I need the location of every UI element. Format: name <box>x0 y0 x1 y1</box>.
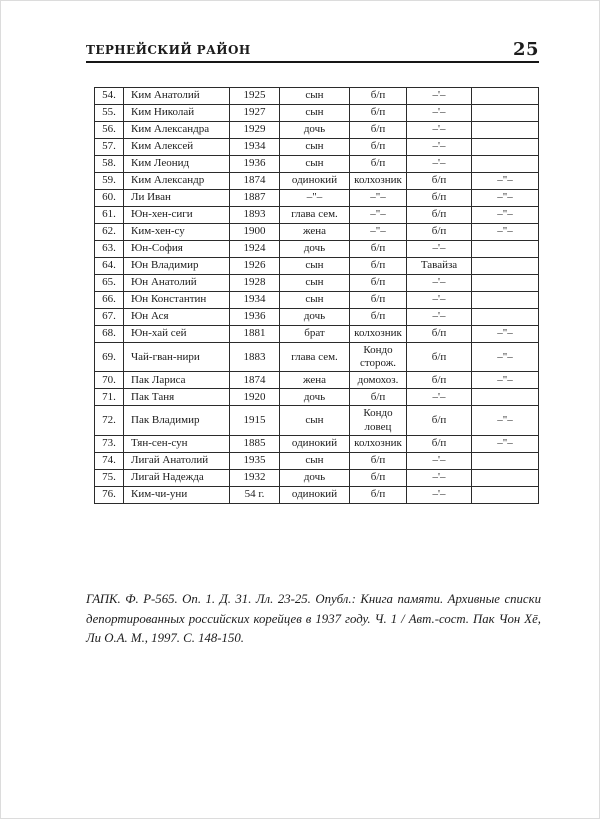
cell-year: 1932 <box>230 469 280 486</box>
cell-occupation: б/п <box>350 122 407 139</box>
cell-note <box>472 389 539 406</box>
table-row <box>95 139 539 156</box>
source-citation: ГАПК. Ф. Р-565. Оп. 1. Д. 31. Лл. 23-25. Опубл.: Книга памяти. Архивные списки депортированных российских корейцев в 1937 году. Ч. 1 / Авт.-сост. Пак Чон Хē, Ли О.А. М., 1997. С. 148-150. <box>86 591 541 646</box>
cell-occupation: колхозник <box>350 435 407 452</box>
cell-year: 1935 <box>230 452 280 469</box>
cell-party: б/п <box>407 207 472 224</box>
table-row <box>95 309 539 326</box>
cell-name: Юн Владимир <box>124 258 230 275</box>
table-row <box>95 156 539 173</box>
cell-name: Пак Лариса <box>124 372 230 389</box>
cell-occupation: б/п <box>350 105 407 122</box>
table-row <box>95 326 539 343</box>
cell-party: –'– <box>407 275 472 292</box>
cell-party: –'– <box>407 105 472 122</box>
table-row <box>95 343 539 372</box>
table-row <box>95 258 539 275</box>
cell-party: б/п <box>407 372 472 389</box>
cell-year: 1926 <box>230 258 280 275</box>
cell-year: 1874 <box>230 372 280 389</box>
cell-year: 1928 <box>230 275 280 292</box>
table-row <box>95 241 539 258</box>
cell-party: –'– <box>407 486 472 503</box>
cell-party: –'– <box>407 452 472 469</box>
cell-family: одинокий <box>280 435 350 452</box>
cell-note: –"– <box>472 343 539 372</box>
deportees-table-container <box>94 87 538 504</box>
cell-party: –'– <box>407 139 472 156</box>
cell-year: 1874 <box>230 173 280 190</box>
cell-occupation: б/п <box>350 88 407 105</box>
cell-party: –'– <box>407 292 472 309</box>
table-row <box>95 406 539 435</box>
cell-note <box>472 241 539 258</box>
cell-num: 55. <box>95 105 124 122</box>
table-row <box>95 275 539 292</box>
cell-note: –"– <box>472 190 539 207</box>
cell-family: глава сем. <box>280 343 350 372</box>
cell-num: 74. <box>95 452 124 469</box>
cell-family: сын <box>280 406 350 435</box>
cell-note: –"– <box>472 207 539 224</box>
cell-name: Юн-хен-сиги <box>124 207 230 224</box>
cell-num: 70. <box>95 372 124 389</box>
cell-num: 58. <box>95 156 124 173</box>
cell-num: 71. <box>95 389 124 406</box>
cell-note: –"– <box>472 173 539 190</box>
cell-note: –"– <box>472 372 539 389</box>
cell-num: 59. <box>95 173 124 190</box>
cell-occupation: б/п <box>350 309 407 326</box>
cell-year: 1893 <box>230 207 280 224</box>
cell-party: –'– <box>407 309 472 326</box>
cell-party: –'– <box>407 122 472 139</box>
cell-num: 73. <box>95 435 124 452</box>
cell-num: 62. <box>95 224 124 241</box>
cell-num: 61. <box>95 207 124 224</box>
cell-family: одинокий <box>280 486 350 503</box>
cell-party: –'– <box>407 88 472 105</box>
table-row <box>95 122 539 139</box>
cell-name: Ли Иван <box>124 190 230 207</box>
cell-party: б/п <box>407 190 472 207</box>
cell-party: б/п <box>407 343 472 372</box>
cell-occupation: –"– <box>350 207 407 224</box>
table-row <box>95 372 539 389</box>
cell-occupation: б/п <box>350 452 407 469</box>
cell-year: 1936 <box>230 156 280 173</box>
cell-name: Ким Алексей <box>124 139 230 156</box>
cell-name: Ким-хен-су <box>124 224 230 241</box>
table-row <box>95 207 539 224</box>
cell-occupation: колхозник <box>350 326 407 343</box>
page-header <box>86 1 539 63</box>
table-row <box>95 224 539 241</box>
cell-occupation: б/п <box>350 389 407 406</box>
cell-num: 64. <box>95 258 124 275</box>
cell-note <box>472 452 539 469</box>
cell-note: –"– <box>472 326 539 343</box>
cell-num: 63. <box>95 241 124 258</box>
cell-num: 76. <box>95 486 124 503</box>
cell-num: 60. <box>95 190 124 207</box>
cell-family: сын <box>280 88 350 105</box>
cell-family: брат <box>280 326 350 343</box>
cell-family: сын <box>280 139 350 156</box>
cell-year: 1885 <box>230 435 280 452</box>
cell-year: 1929 <box>230 122 280 139</box>
cell-year: 1883 <box>230 343 280 372</box>
cell-occupation: б/п <box>350 275 407 292</box>
cell-year: 1934 <box>230 139 280 156</box>
cell-note: –"– <box>472 406 539 435</box>
cell-family: глава сем. <box>280 207 350 224</box>
cell-party: –'– <box>407 389 472 406</box>
cell-family: дочь <box>280 389 350 406</box>
table-row <box>95 435 539 452</box>
cell-name: Ким Александра <box>124 122 230 139</box>
cell-occupation: б/п <box>350 486 407 503</box>
cell-note <box>472 122 539 139</box>
cell-family: –"– <box>280 190 350 207</box>
cell-name: Пак Таня <box>124 389 230 406</box>
deportees-table <box>94 87 539 504</box>
cell-num: 72. <box>95 406 124 435</box>
cell-name: Лигай Анатолий <box>124 452 230 469</box>
cell-note <box>472 469 539 486</box>
cell-occupation: б/п <box>350 139 407 156</box>
cell-occupation: б/п <box>350 292 407 309</box>
cell-year: 1936 <box>230 309 280 326</box>
cell-occupation: Кондо сторож. <box>350 343 407 372</box>
table-row <box>95 452 539 469</box>
cell-note <box>472 88 539 105</box>
page-number: 25 <box>512 38 539 60</box>
cell-family: одинокий <box>280 173 350 190</box>
cell-family: сын <box>280 452 350 469</box>
cell-party: б/п <box>407 224 472 241</box>
cell-name: Юн-хай сей <box>124 326 230 343</box>
cell-name: Юн Константин <box>124 292 230 309</box>
cell-name: Ким Александр <box>124 173 230 190</box>
cell-num: 56. <box>95 122 124 139</box>
cell-occupation: –"– <box>350 224 407 241</box>
cell-occupation: домохоз. <box>350 372 407 389</box>
cell-note <box>472 156 539 173</box>
cell-name: Пак Владимир <box>124 406 230 435</box>
cell-occupation: б/п <box>350 156 407 173</box>
cell-party: б/п <box>407 173 472 190</box>
cell-party: –'– <box>407 241 472 258</box>
cell-family: жена <box>280 224 350 241</box>
table-row <box>95 486 539 503</box>
cell-name: Ким-чи-уни <box>124 486 230 503</box>
cell-party: –'– <box>407 469 472 486</box>
cell-family: сын <box>280 156 350 173</box>
cell-occupation: б/п <box>350 258 407 275</box>
cell-occupation: Кондо ловец <box>350 406 407 435</box>
cell-note <box>472 309 539 326</box>
cell-family: жена <box>280 372 350 389</box>
cell-num: 66. <box>95 292 124 309</box>
cell-family: дочь <box>280 122 350 139</box>
cell-name: Чай-гван-нири <box>124 343 230 372</box>
deportees-table-body <box>95 88 539 504</box>
cell-year: 1927 <box>230 105 280 122</box>
table-row <box>95 88 539 105</box>
cell-num: 67. <box>95 309 124 326</box>
cell-occupation: б/п <box>350 241 407 258</box>
cell-name: Ким Леонид <box>124 156 230 173</box>
cell-occupation: б/п <box>350 469 407 486</box>
cell-num: 75. <box>95 469 124 486</box>
cell-num: 68. <box>95 326 124 343</box>
cell-note <box>472 275 539 292</box>
cell-year: 1920 <box>230 389 280 406</box>
cell-name: Юн-София <box>124 241 230 258</box>
cell-party: б/п <box>407 406 472 435</box>
cell-note <box>472 292 539 309</box>
cell-family: дочь <box>280 309 350 326</box>
cell-family: дочь <box>280 469 350 486</box>
cell-name: Ким Николай <box>124 105 230 122</box>
table-row <box>95 469 539 486</box>
cell-party: б/п <box>407 326 472 343</box>
cell-occupation: колхозник <box>350 173 407 190</box>
cell-year: 1900 <box>230 224 280 241</box>
table-row <box>95 292 539 309</box>
table-row <box>95 105 539 122</box>
cell-party: –'– <box>407 156 472 173</box>
cell-note <box>472 105 539 122</box>
cell-family: сын <box>280 292 350 309</box>
table-row <box>95 389 539 406</box>
cell-family: дочь <box>280 241 350 258</box>
cell-note <box>472 258 539 275</box>
cell-num: 57. <box>95 139 124 156</box>
cell-year: 1925 <box>230 88 280 105</box>
cell-num: 65. <box>95 275 124 292</box>
cell-note: –"– <box>472 435 539 452</box>
cell-name: Лигай Надежда <box>124 469 230 486</box>
cell-year: 1881 <box>230 326 280 343</box>
cell-year: 1887 <box>230 190 280 207</box>
cell-note <box>472 486 539 503</box>
cell-family: сын <box>280 258 350 275</box>
cell-year: 54 г. <box>230 486 280 503</box>
cell-year: 1934 <box>230 292 280 309</box>
cell-year: 1915 <box>230 406 280 435</box>
cell-name: Тян-сен-сун <box>124 435 230 452</box>
cell-family: сын <box>280 105 350 122</box>
cell-note: –"– <box>472 224 539 241</box>
cell-num: 69. <box>95 343 124 372</box>
table-row <box>95 173 539 190</box>
cell-party: Тавайза <box>407 258 472 275</box>
cell-family: сын <box>280 275 350 292</box>
cell-occupation: –"– <box>350 190 407 207</box>
cell-name: Ким Анатолий <box>124 88 230 105</box>
cell-note <box>472 139 539 156</box>
table-row <box>95 190 539 207</box>
cell-num: 54. <box>95 88 124 105</box>
cell-name: Юн Анатолий <box>124 275 230 292</box>
cell-name: Юн Ася <box>124 309 230 326</box>
cell-year: 1924 <box>230 241 280 258</box>
cell-party: б/п <box>407 435 472 452</box>
running-header-title: ТЕРНЕЙСКИЙ РАЙОН <box>86 43 251 57</box>
